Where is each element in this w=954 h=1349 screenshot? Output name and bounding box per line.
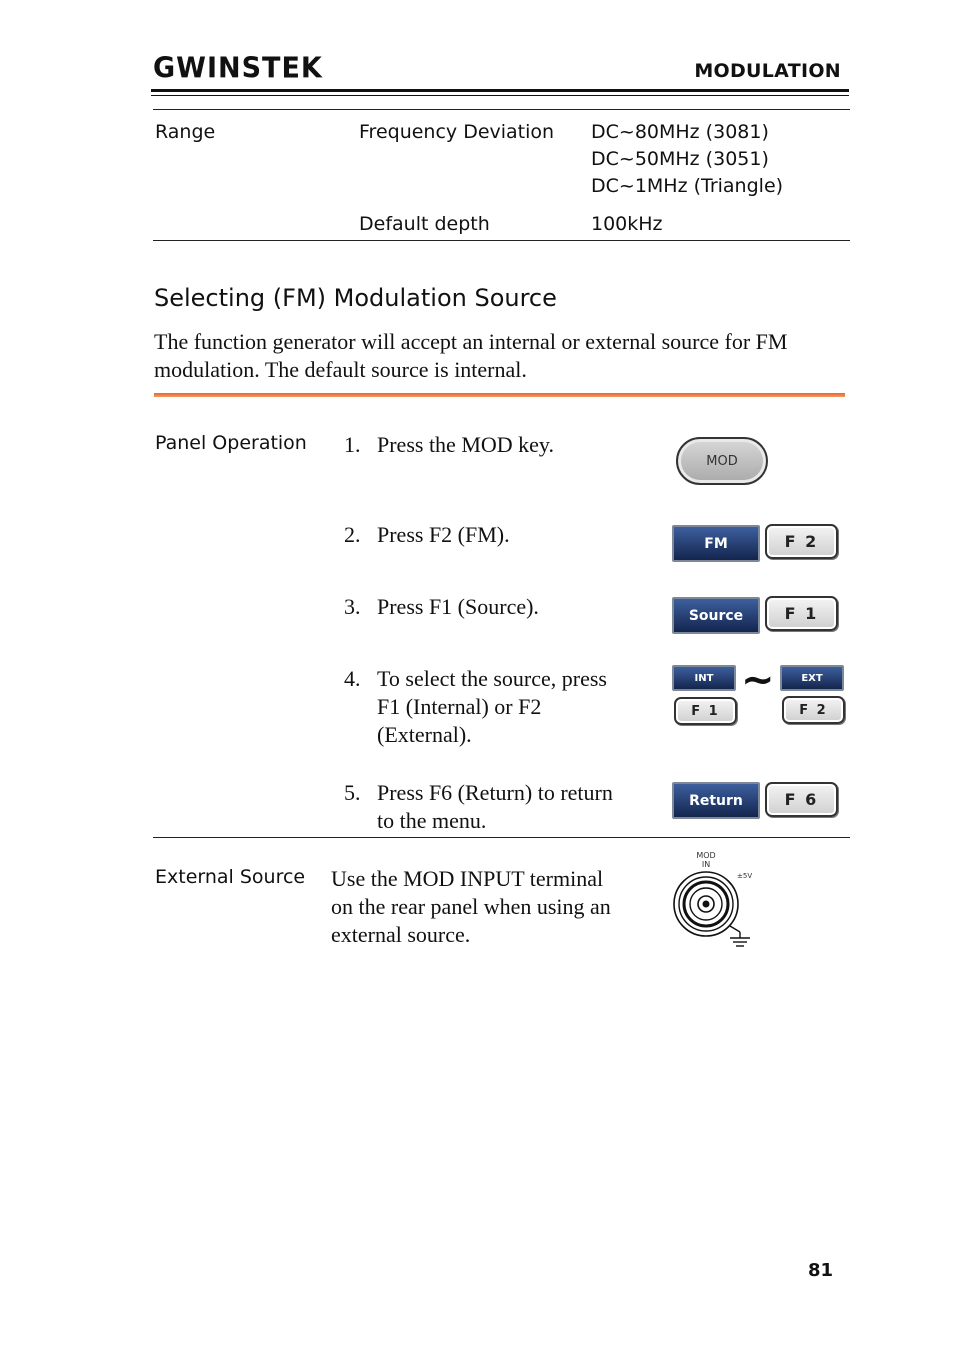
bnc-connector-icon (674, 872, 738, 936)
terminal-label-in: IN (701, 860, 711, 869)
gwinstek-logo: GWINSTEK (153, 52, 323, 85)
header-rule-thin (151, 95, 849, 96)
step-2 (344, 521, 644, 551)
step-number: 3. (344, 594, 361, 619)
description-line: Use the MOD INPUT terminal (331, 866, 604, 891)
mod-input-terminal (668, 848, 758, 948)
int-softkey[interactable]: INT (672, 665, 736, 691)
return-softkey[interactable]: Return (672, 782, 760, 819)
step-text: (External). (377, 722, 472, 747)
step-text: Press the MOD key. (377, 432, 554, 457)
external-source-label: External Source (155, 866, 306, 888)
f2-key[interactable]: F 2 (782, 696, 845, 724)
section-heading: Selecting (FM) Modulation Source (154, 284, 557, 312)
step-5 (344, 779, 654, 839)
intro-paragraph: The function generator will accept an internal or external source for FM modulation. The default source is internal. (154, 329, 788, 382)
range-label: Range (155, 121, 216, 143)
step-text: to the menu. (377, 808, 487, 833)
page-number: 81 (807, 1260, 833, 1281)
step-text: Press F1 (Source). (377, 594, 539, 619)
tilde-icon: ~ (741, 657, 775, 703)
default-depth-value: 100kHz (591, 213, 663, 235)
step-1 (344, 431, 644, 461)
step-text: To select the source, press (377, 666, 607, 691)
step-text: Press F6 (Return) to return (377, 780, 613, 805)
ground-icon (730, 926, 750, 946)
section-title: MODULATION (694, 60, 841, 82)
deviation-value: DC~1MHz (Triangle) (591, 175, 784, 197)
ext-softkey[interactable]: EXT (780, 665, 844, 691)
source-softkey[interactable]: Source (672, 597, 760, 634)
deviation-value: DC~50MHz (3051) (591, 148, 769, 170)
table-bottom-rule (153, 240, 850, 241)
step-4 (344, 665, 654, 755)
description-line: on the rear panel when using an (331, 894, 611, 919)
step-text: Press F2 (FM). (377, 522, 510, 547)
frequency-deviation-values (591, 119, 783, 200)
panel-operation-label: Panel Operation (155, 432, 307, 454)
header-rule (151, 89, 849, 92)
step-number: 2. (344, 522, 361, 547)
accent-rule (154, 393, 845, 397)
step-number: 1. (344, 432, 361, 457)
terminal-voltage-label: ±5V (737, 872, 753, 880)
terminal-label-mod: MOD (696, 851, 716, 860)
step-3 (344, 593, 644, 623)
external-source-description (331, 865, 661, 955)
f1-key[interactable]: F 1 (674, 697, 737, 725)
table-top-rule (153, 109, 850, 110)
mod-key[interactable]: MOD (676, 437, 768, 485)
step-text: F1 (Internal) or F2 (377, 694, 542, 719)
deviation-value: DC~80MHz (3081) (591, 121, 769, 143)
description-line: external source. (331, 922, 471, 947)
f2-key[interactable]: F 2 (765, 524, 838, 559)
step-number: 5. (344, 780, 361, 805)
section-divider (153, 837, 850, 838)
f6-key[interactable]: F 6 (765, 782, 838, 817)
f1-key[interactable]: F 1 (765, 596, 838, 631)
step-number: 4. (344, 666, 361, 691)
fm-softkey[interactable]: FM (672, 525, 760, 562)
default-depth-label: Default depth (359, 213, 490, 235)
frequency-deviation-label: Frequency Deviation (359, 121, 555, 143)
